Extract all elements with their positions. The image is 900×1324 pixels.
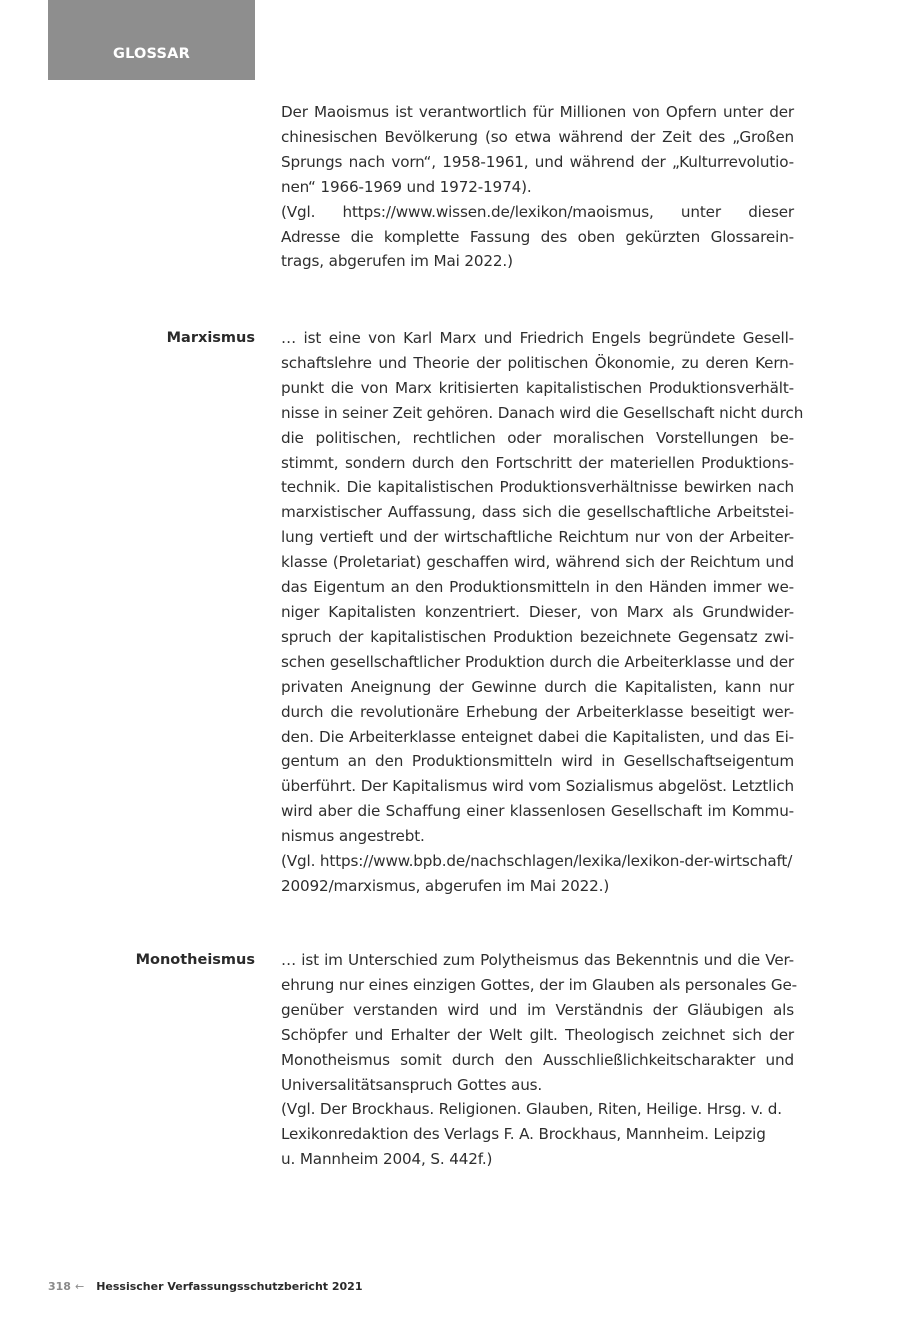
entry-text-line: Universalitätsanspruch Gottes aus. bbox=[281, 1075, 543, 1094]
glossary-term-marxismus: Marxismus bbox=[166, 330, 255, 346]
publication-title: Hessischer Verfassungsschutzbericht 2021 bbox=[96, 1280, 363, 1293]
glossary-entry-maoismus-continuation bbox=[281, 100, 794, 274]
section-tab bbox=[48, 0, 255, 80]
entry-text-line: … ist im Unterschied zum Polytheismus das Bekenntnis und die Ver- bbox=[281, 951, 794, 969]
entry-text-line: u. Mannheim 2004, S. 442f.) bbox=[281, 1150, 493, 1169]
entry-text-line: Der Maoismus ist verantwortlich für Millionen von Opfern unter der bbox=[281, 103, 794, 121]
entry-text-line: gentum an den Produktionsmitteln wird in Gesellschaftseigentum bbox=[281, 752, 794, 771]
entry-text-line: (Vgl. Der Brockhaus. Religionen. Glauben, Riten, Heilige. Hrsg. v. d. bbox=[281, 1100, 782, 1119]
entry-text-line: schen gesellschaftlicher Produktion durch die Arbeiterklasse und der bbox=[281, 652, 794, 671]
entry-text-line: Schöpfer und Erhalter der Welt gilt. Theologisch zeichnet sich der bbox=[281, 1025, 794, 1044]
page-footer bbox=[48, 1280, 363, 1293]
entry-text-line: spruch der kapitalistischen Produktion bezeichnete Gegensatz zwi- bbox=[281, 627, 794, 646]
entry-text-line: 20092/marxismus, abgerufen im Mai 2022.) bbox=[281, 876, 610, 895]
arrow-left-icon: ← bbox=[74, 1280, 85, 1293]
entry-text-line: chinesischen Bevölkerung (so etwa während der Zeit des „Großen bbox=[281, 127, 794, 146]
section-tab-label: GLOSSAR bbox=[113, 46, 190, 62]
entry-text-line: wird aber die Schaffung einer klassenlosen Gesellschaft im Kommu- bbox=[281, 802, 794, 821]
entry-text-line: Adresse die komplette Fassung des oben gekürzten Glossarein- bbox=[281, 227, 794, 246]
entry-text-line: privaten Aneignung der Gewinne durch die Kapitalisten, kann nur bbox=[281, 677, 794, 696]
entry-text-line: genüber verstanden wird und im Verständnis der Gläubigen als bbox=[281, 1000, 794, 1019]
entry-text-line: stimmt, sondern durch den Fortschritt der materiellen Produktions- bbox=[281, 453, 794, 472]
entry-text-line: ehrung nur eines einzigen Gottes, der im Glauben als personales Ge- bbox=[281, 975, 797, 994]
entry-text-line: Sprungs nach vorn“, 1958-1961, und während der „Kulturrevolutio- bbox=[281, 152, 794, 171]
entry-text-line: durch die revolutionäre Erhebung der Arbeiterklasse beseitigt wer- bbox=[281, 702, 794, 721]
entry-text-line: niger Kapitalisten konzentriert. Dieser, von Marx als Grundwider- bbox=[281, 602, 794, 621]
entry-text-line: lung vertieft und der wirtschaftliche Reichtum nur von der Arbeiter- bbox=[281, 528, 794, 547]
entry-text-line: marxistischer Auffassung, dass sich die gesellschaftliche Arbeitstei- bbox=[281, 503, 794, 522]
entry-text-line: nisse in seiner Zeit gehören. Danach wird die Gesellschaft nicht durch bbox=[281, 403, 804, 422]
entry-text-line: (Vgl. https://www.bpb.de/nachschlagen/lexika/lexikon-der-wirtschaft/ bbox=[281, 852, 793, 871]
glossary-term-monotheismus: Monotheismus bbox=[135, 952, 255, 968]
entry-text-line: klasse (Proletariat) geschaffen wird, während sich der Reichtum und bbox=[281, 553, 794, 572]
entry-text-line: überführt. Der Kapitalismus wird vom Sozialismus abgelöst. Letztlich bbox=[281, 777, 794, 796]
entry-text-line: das Eigentum an den Produktionsmitteln in den Händen immer we- bbox=[281, 578, 794, 597]
entry-text-line: die politischen, rechtlichen oder moralischen Vorstellungen be- bbox=[281, 428, 794, 447]
entry-text-line: punkt die von Marx kritisierten kapitalistischen Produktionsverhält- bbox=[281, 378, 794, 397]
glossary-entry-monotheismus bbox=[281, 948, 797, 1172]
entry-text-line: Lexikonredaktion des Verlags F. A. Brockhaus, Mannheim. Leipzig bbox=[281, 1125, 766, 1144]
page-number: 318 bbox=[48, 1280, 71, 1293]
entry-text-line: nen“ 1966-1969 und 1972-1974). bbox=[281, 177, 532, 196]
entry-text-line: nismus angestrebt. bbox=[281, 827, 425, 846]
entry-text-line: technik. Die kapitalistischen Produktionsverhältnisse bewirken nach bbox=[281, 478, 794, 497]
entry-text-line: den. Die Arbeiterklasse enteignet dabei die Kapitalisten, und das Ei- bbox=[281, 727, 794, 746]
entry-text-line: schaftslehre und Theorie der politischen Ökonomie, zu deren Kern- bbox=[281, 353, 794, 372]
entry-text-line: (Vgl. https://www.wissen.de/lexikon/maoismus, unter dieser bbox=[281, 202, 794, 221]
entry-text-line: … ist eine von Karl Marx und Friedrich Engels begründete Gesell- bbox=[281, 329, 794, 347]
entry-text-line: trags, abgerufen im Mai 2022.) bbox=[281, 252, 513, 271]
entry-text-line: Monotheismus somit durch den Ausschließlichkeitscharakter und bbox=[281, 1050, 794, 1069]
glossary-entry-marxismus bbox=[281, 326, 804, 899]
